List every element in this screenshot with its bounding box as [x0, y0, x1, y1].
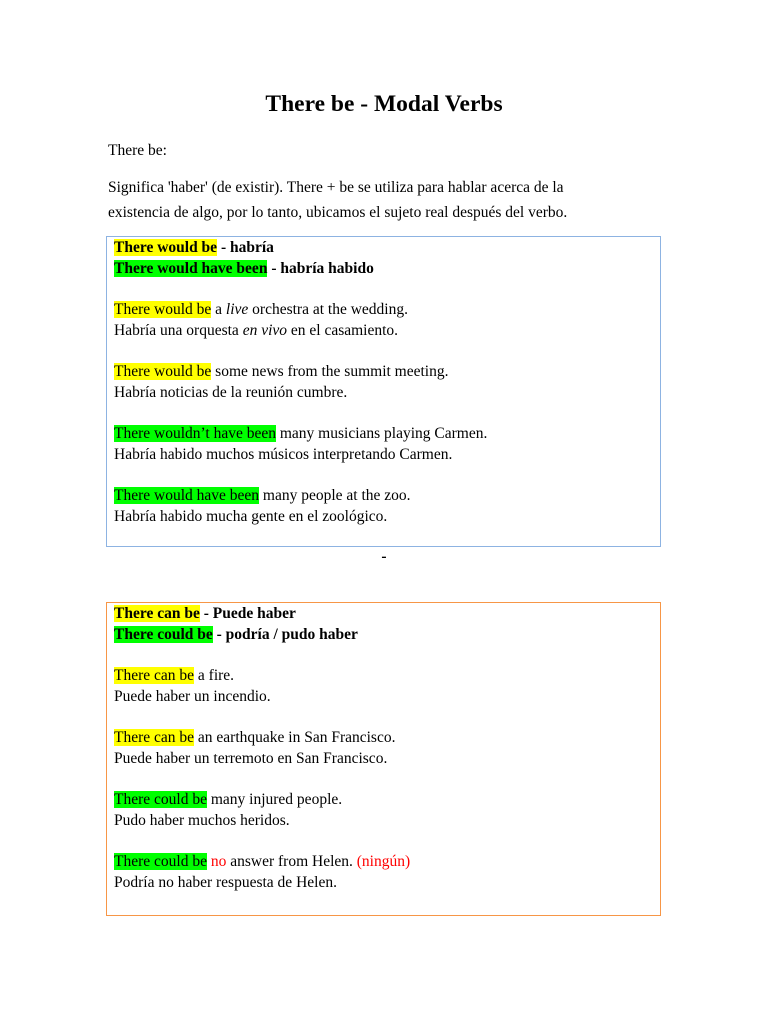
would-example-2-es: Habría noticias de la reunión cumbre. — [114, 384, 348, 401]
highlight-phrase: There could be — [114, 626, 213, 643]
would-example-1-es — [114, 320, 653, 341]
dash: - — [212, 626, 226, 643]
italic-word: live — [225, 301, 249, 318]
translation: Puede haber — [212, 605, 296, 622]
can-example-4-en — [114, 851, 653, 872]
would-header-2 — [114, 258, 653, 279]
can-example-2-en — [114, 727, 653, 748]
highlight-phrase: There would be — [114, 363, 212, 380]
highlight-phrase: There can be — [114, 605, 200, 622]
page-title: There be - Modal Verbs — [265, 91, 503, 117]
can-header-1 — [114, 603, 653, 624]
highlight-phrase: There could be — [114, 791, 207, 808]
would-example-2-en — [114, 361, 653, 382]
can-examples-box — [106, 602, 661, 916]
highlight-phrase: There can be — [114, 667, 195, 684]
example-text: a — [211, 301, 226, 318]
dash: - — [267, 260, 281, 277]
translation: habría — [229, 239, 274, 256]
can-example-4-es: Podría no haber respuesta de Helen. — [114, 874, 337, 891]
would-example-4-es: Habría habido mucha gente en el zoológico. — [114, 508, 388, 525]
example-text: a fire. — [194, 667, 235, 684]
intro-heading: There be: — [108, 142, 167, 159]
italic-word: en vivo — [242, 322, 288, 339]
section-separator: - — [381, 548, 387, 565]
example-text: en el casamiento. — [287, 322, 399, 339]
example-text: answer from Helen. — [226, 853, 357, 870]
can-example-1-es: Puede haber un incendio. — [114, 688, 271, 705]
dash: - — [199, 605, 213, 622]
example-text: some news from the summit meeting. — [211, 363, 449, 380]
dash: - — [217, 239, 230, 256]
would-example-3-es: Habría habido muchos músicos interpretando Carmen. — [114, 446, 453, 463]
would-example-3-en — [114, 423, 653, 444]
example-text: Habría una orquesta — [114, 322, 243, 339]
example-text: many musicians playing Carmen. — [275, 425, 488, 442]
intro-line-2: existencia de algo, por lo tanto, ubicamos el sujeto real después del verbo. — [108, 204, 568, 221]
can-example-2-es: Puede haber un terremoto en San Francisco. — [114, 750, 388, 767]
can-header-2 — [114, 624, 653, 645]
example-text: many people at the zoo. — [259, 487, 411, 504]
example-text: many injured people. — [206, 791, 343, 808]
would-example-4-en — [114, 485, 653, 506]
highlight-phrase: There would be — [114, 301, 212, 318]
highlight-phrase: There would be — [114, 239, 218, 256]
can-example-3-es: Pudo haber muchos heridos. — [114, 812, 290, 829]
highlight-phrase: There can be — [114, 729, 195, 746]
highlight-phrase: There would have been — [114, 260, 268, 277]
example-text: orchestra at the wedding. — [248, 301, 408, 318]
would-example-1-en — [114, 299, 653, 320]
highlight-phrase: There would have been — [114, 487, 260, 504]
translation: habría habido — [280, 260, 374, 277]
red-note: (ningún) — [356, 853, 411, 870]
highlight-phrase: There wouldn’t have been — [114, 425, 276, 442]
red-word: no — [210, 853, 227, 870]
intro-paragraph — [108, 175, 668, 225]
example-text: an earthquake in San Francisco. — [194, 729, 396, 746]
would-examples-box — [106, 236, 661, 547]
translation: podría / pudo haber — [225, 626, 358, 643]
can-example-3-en — [114, 789, 653, 810]
highlight-phrase: There could be — [114, 853, 207, 870]
would-header-1 — [114, 237, 653, 258]
intro-line-1: Significa 'haber' (de existir). There + be se utiliza para hablar acerca de la — [108, 179, 564, 196]
can-example-1-en — [114, 665, 653, 686]
